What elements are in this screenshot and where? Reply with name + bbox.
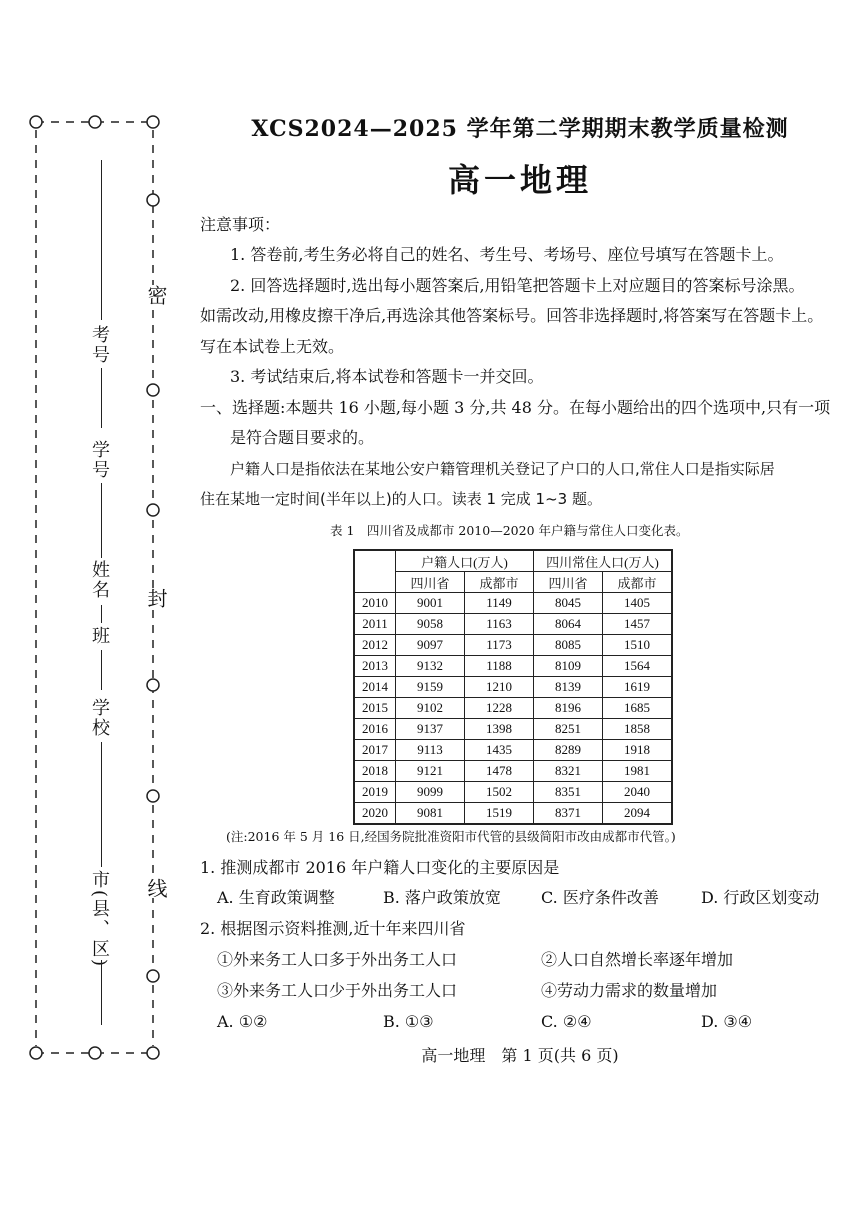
q2-option-a: A. ①② bbox=[217, 1012, 268, 1031]
blank-line bbox=[101, 160, 102, 320]
section-heading: 一、选择题:本题共 16 小题,每小题 3 分,共 48 分。在每小题给出的四个选项中,只有一项 bbox=[200, 398, 831, 417]
notice-item-2-cont: 写在本试卷上无效。 bbox=[200, 337, 345, 356]
table-cell: 8371 bbox=[534, 803, 603, 825]
table-row bbox=[354, 761, 672, 782]
table-year-cell: 2012 bbox=[354, 635, 396, 656]
table-cell: 2040 bbox=[603, 782, 673, 803]
table-cell: 9159 bbox=[396, 677, 465, 698]
table-cell: 9081 bbox=[396, 803, 465, 825]
seal-circle bbox=[147, 790, 159, 802]
blank-line bbox=[101, 960, 102, 1025]
notice-heading: 注意事项： bbox=[200, 215, 281, 234]
q2-statement-4: ④劳动力需求的数量增加 bbox=[541, 981, 718, 1000]
table-cell: 1981 bbox=[603, 761, 673, 782]
table-cell: 8251 bbox=[534, 719, 603, 740]
table-cell: 8139 bbox=[534, 677, 603, 698]
table-row bbox=[354, 593, 672, 614]
seal-circle bbox=[147, 116, 159, 128]
seal-circle bbox=[147, 679, 159, 691]
table-sub-header: 成都市 bbox=[465, 572, 534, 593]
q2-option-c: C. ②④ bbox=[541, 1012, 592, 1031]
page-footer: 高一地理 第 1 页(共 6 页) bbox=[421, 1046, 619, 1065]
seal-circle bbox=[30, 116, 42, 128]
notice-item-2-cont: 如需改动,用橡皮擦干净后,再选涂其他答案标号。回答非选择题时,将答案写在答题卡上。 bbox=[200, 306, 824, 325]
table-row bbox=[354, 698, 672, 719]
table-year-cell: 2018 bbox=[354, 761, 396, 782]
binding-margin bbox=[0, 0, 200, 1227]
q1-option-a: A. 生育政策调整 bbox=[217, 888, 335, 907]
table-row bbox=[354, 614, 672, 635]
table-cell: 1210 bbox=[465, 677, 534, 698]
table-cell: 1858 bbox=[603, 719, 673, 740]
intro-text: 户籍人口是指依法在某地公安户籍管理机关登记了户口的人口,常住人口是指实际居 bbox=[230, 460, 775, 478]
seal-word-feng: 封 bbox=[142, 588, 171, 608]
table-cell: 9132 bbox=[396, 656, 465, 677]
table-cell: 9102 bbox=[396, 698, 465, 719]
subject-title: 高一地理 bbox=[447, 161, 592, 199]
table-caption: 表 1 四川省及成都市 2010—2020 年户籍与常住人口变化表。 bbox=[330, 523, 689, 538]
table-cell: 8109 bbox=[534, 656, 603, 677]
table-row bbox=[354, 740, 672, 761]
blank-line bbox=[101, 605, 102, 623]
table-corner bbox=[354, 550, 396, 593]
table-cell: 1188 bbox=[465, 656, 534, 677]
field-district: 市(县、区) bbox=[89, 870, 110, 969]
table-sub-header: 四川省 bbox=[396, 572, 465, 593]
field-student-number: 学号 bbox=[89, 440, 110, 480]
table-sub-header: 成都市 bbox=[603, 572, 673, 593]
table-cell: 9058 bbox=[396, 614, 465, 635]
table-cell: 9121 bbox=[396, 761, 465, 782]
table-cell: 9099 bbox=[396, 782, 465, 803]
table-cell: 1398 bbox=[465, 719, 534, 740]
table-note: (注:2016 年 5 月 16 日,经国务院批准资阳市代管的县级简阳市改由成都市代管。) bbox=[226, 829, 676, 844]
seal-word-mi: 密 bbox=[142, 285, 171, 305]
blank-line bbox=[101, 368, 102, 428]
table-year-cell: 2016 bbox=[354, 719, 396, 740]
population-table bbox=[353, 549, 673, 825]
table-row bbox=[354, 656, 672, 677]
notice-item-1: 1. 答卷前,考生务必将自己的姓名、考生号、考场号、座位号填写在答题卡上。 bbox=[230, 245, 784, 264]
notice-item-2: 2. 回答选择题时,选出每小题答案后,用铅笔把答题卡上对应题目的答案标号涂黑。 bbox=[230, 276, 805, 295]
seal-circle bbox=[89, 116, 101, 128]
table-cell: 1685 bbox=[603, 698, 673, 719]
table-year-cell: 2013 bbox=[354, 656, 396, 677]
q1-option-d: D. 行政区划变动 bbox=[701, 888, 820, 907]
seal-circle bbox=[147, 970, 159, 982]
table-cell: 9001 bbox=[396, 593, 465, 614]
table-year-cell: 2011 bbox=[354, 614, 396, 635]
table-cell: 8064 bbox=[534, 614, 603, 635]
table-cell: 8351 bbox=[534, 782, 603, 803]
seal-circle bbox=[89, 1047, 101, 1059]
question-2-stem: 2. 根据图示资料推测,近十年来四川省 bbox=[200, 919, 466, 938]
notice-item-3: 3. 考试结束后,将本试卷和答题卡一并交回。 bbox=[230, 367, 544, 386]
exam-title: XCS2024—2025 学年第二学期期末教学质量检测 bbox=[251, 116, 789, 142]
table-cell: 9113 bbox=[396, 740, 465, 761]
q2-statement-3: ③外来务工人口少于外出务工人口 bbox=[217, 981, 458, 1000]
table-cell: 8196 bbox=[534, 698, 603, 719]
table-cell: 1163 bbox=[465, 614, 534, 635]
section-heading-cont: 是符合题目要求的。 bbox=[230, 428, 375, 447]
table-cell: 1918 bbox=[603, 740, 673, 761]
table-year-cell: 2019 bbox=[354, 782, 396, 803]
q2-option-b: B. ①③ bbox=[383, 1012, 434, 1031]
table-cell: 1173 bbox=[465, 635, 534, 656]
table-cell: 1435 bbox=[465, 740, 534, 761]
table-group-header: 四川常住人口(万人) bbox=[534, 550, 673, 572]
seal-circle bbox=[147, 1047, 159, 1059]
q2-option-d: D. ③④ bbox=[701, 1012, 753, 1031]
q2-statement-1: ①外来务工人口多于外出务工人口 bbox=[217, 950, 458, 969]
q2-statement-2: ②人口自然增长率逐年增加 bbox=[541, 950, 734, 969]
table-row bbox=[354, 635, 672, 656]
table-year-cell: 2020 bbox=[354, 803, 396, 825]
seal-circle bbox=[147, 194, 159, 206]
q1-option-c: C. 医疗条件改善 bbox=[541, 888, 659, 907]
table-year-cell: 2015 bbox=[354, 698, 396, 719]
intro-text-cont: 住在某地一定时间(半年以上)的人口。读表 1 完成 1~3 题。 bbox=[200, 490, 602, 508]
table-cell: 1502 bbox=[465, 782, 534, 803]
table-cell: 9137 bbox=[396, 719, 465, 740]
table-year-cell: 2017 bbox=[354, 740, 396, 761]
table-cell: 1228 bbox=[465, 698, 534, 719]
table-cell: 1564 bbox=[603, 656, 673, 677]
seal-word-xian: 线 bbox=[142, 878, 171, 898]
table-year-cell: 2014 bbox=[354, 677, 396, 698]
field-exam-number: 考号 bbox=[89, 325, 110, 365]
seal-circle bbox=[147, 384, 159, 396]
table-year-cell: 2010 bbox=[354, 593, 396, 614]
table-cell: 1519 bbox=[465, 803, 534, 825]
field-class: 班 bbox=[89, 626, 110, 646]
table-cell: 9097 bbox=[396, 635, 465, 656]
table-row bbox=[354, 719, 672, 740]
question-1-stem: 1. 推测成都市 2016 年户籍人口变化的主要原因是 bbox=[200, 858, 560, 877]
field-name: 姓名 bbox=[89, 560, 110, 600]
table-cell: 1478 bbox=[465, 761, 534, 782]
table-sub-header: 四川省 bbox=[534, 572, 603, 593]
table-cell: 1405 bbox=[603, 593, 673, 614]
table-cell: 8045 bbox=[534, 593, 603, 614]
blank-line bbox=[101, 742, 102, 867]
table-cell: 1149 bbox=[465, 593, 534, 614]
q1-option-b: B. 落户政策放宽 bbox=[383, 888, 501, 907]
blank-line bbox=[101, 483, 102, 558]
field-school: 学校 bbox=[89, 698, 110, 738]
table-group-header: 户籍人口(万人) bbox=[396, 550, 534, 572]
table-row bbox=[354, 803, 672, 825]
blank-line bbox=[101, 650, 102, 690]
table-cell: 1510 bbox=[603, 635, 673, 656]
table-cell: 1619 bbox=[603, 677, 673, 698]
table-cell: 1457 bbox=[603, 614, 673, 635]
seal-circle bbox=[147, 504, 159, 516]
table-cell: 8289 bbox=[534, 740, 603, 761]
seal-circle bbox=[30, 1047, 42, 1059]
table-cell: 8321 bbox=[534, 761, 603, 782]
table-row bbox=[354, 677, 672, 698]
table-cell: 8085 bbox=[534, 635, 603, 656]
table-row bbox=[354, 782, 672, 803]
table-cell: 2094 bbox=[603, 803, 673, 825]
